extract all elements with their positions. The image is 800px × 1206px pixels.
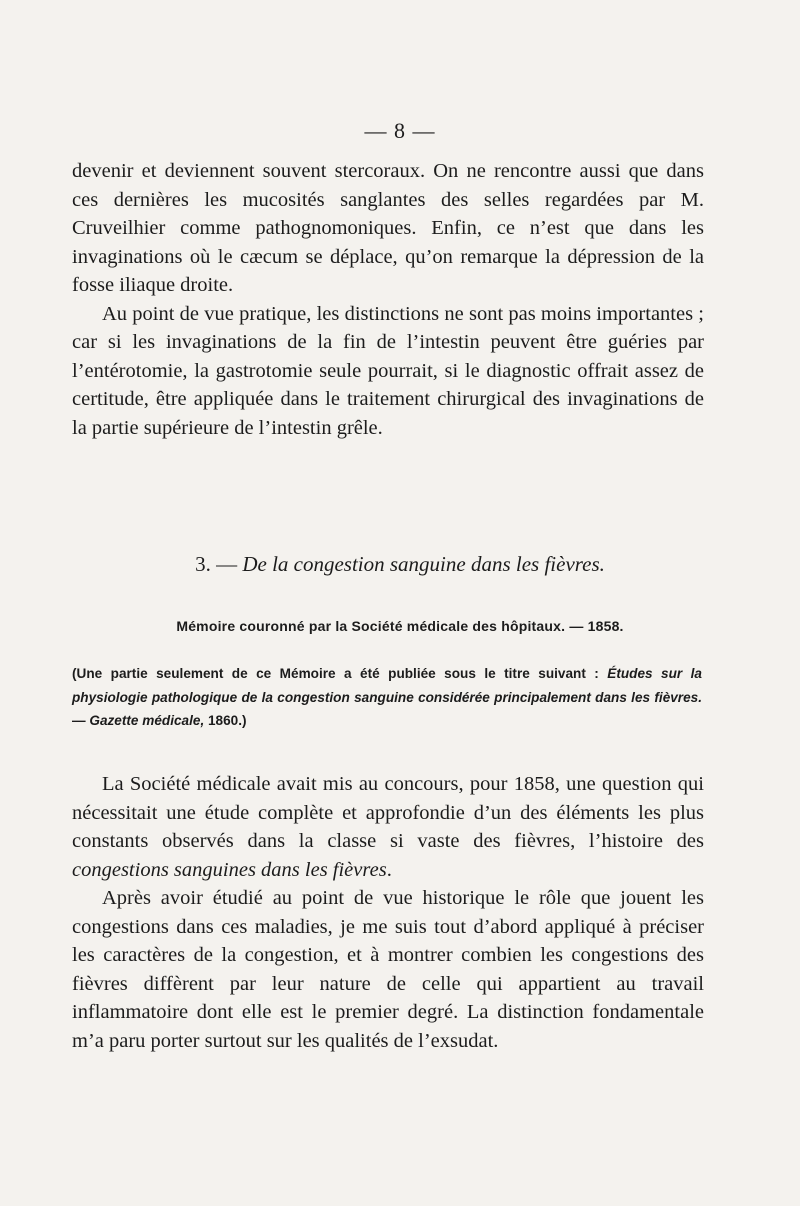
paragraph-point-de-vue-pratique: Au point de vue pratique, les distinctions ne sont pas moins importantes ; car si les invaginations de la fin de l’intestin peuvent être guéries par l’entérotomie, la gastrotomie seule pourrait, si le diagnostic offrait assez de certitude, être appliquée dans le traitement chirurgical des invaginations de la partie supérieure de l’intestin grêle. [72, 302, 704, 439]
section-heading [0, 552, 800, 577]
paragraph-concours-start: La Société médicale avait mis au concours, pour 1858, une question qui nécessitait une étude complète et approfondie d’un des éléments les plus constants observés dans la classe si vaste des fièvres, l’histoire des [72, 773, 704, 852]
publication-note [72, 662, 702, 733]
text-block-invaginations [72, 157, 704, 442]
note-lead: (Une partie seulement de ce Mémoire a été publiée sous le titre suivant : [72, 666, 599, 681]
paragraph-concours-end: . [386, 858, 392, 881]
paragraph-concours-italic: congestions sanguines dans les fièvres [72, 858, 387, 881]
paragraph-stercoraux: devenir et deviennent souvent stercoraux. On ne rencontre aussi que dans ces dernières les mucosités sanglantes des selles regardées par M. Cruveilhier comme pathognomoniques. Enfin, ce n’est que dans les invaginations où le cæcum se déplace, qu’on remarque la dépression de la fosse iliaque droite. [72, 160, 704, 296]
section-title: De la congestion sanguine dans les fièvres. [242, 552, 605, 576]
paragraph-apres-avoir: Après avoir étudié au point de vue historique le rôle que jouent les congestions dans ces maladies, je me suis tout d’abord appliqué à préciser les caractères de la congestion, et à montrer combien les congestions des fièvres diffèrent par leur nature de celle qui appartient au travail inflammatoire dont elle est le premier degré. La distinction fondamentale m’a paru porter surtout sur les qualités de l’exsudat. [72, 887, 704, 1052]
page-number: — 8 — [364, 118, 436, 143]
note-year: 1860.) [208, 713, 247, 728]
paragraph-concours [72, 770, 704, 884]
text-block-societe-medicale [72, 770, 704, 1055]
note-journal: Gazette médicale, [89, 713, 205, 728]
note-work-title: Études sur la physiologie pathologique de la congestion sanguine considérée principalement dans les fièvres. [72, 666, 702, 705]
note-dash: — [72, 713, 86, 728]
section-number: 3. — [195, 552, 238, 576]
memoir-award-line: Mémoire couronné par la Société médicale des hôpitaux. — 1858. [176, 618, 624, 634]
